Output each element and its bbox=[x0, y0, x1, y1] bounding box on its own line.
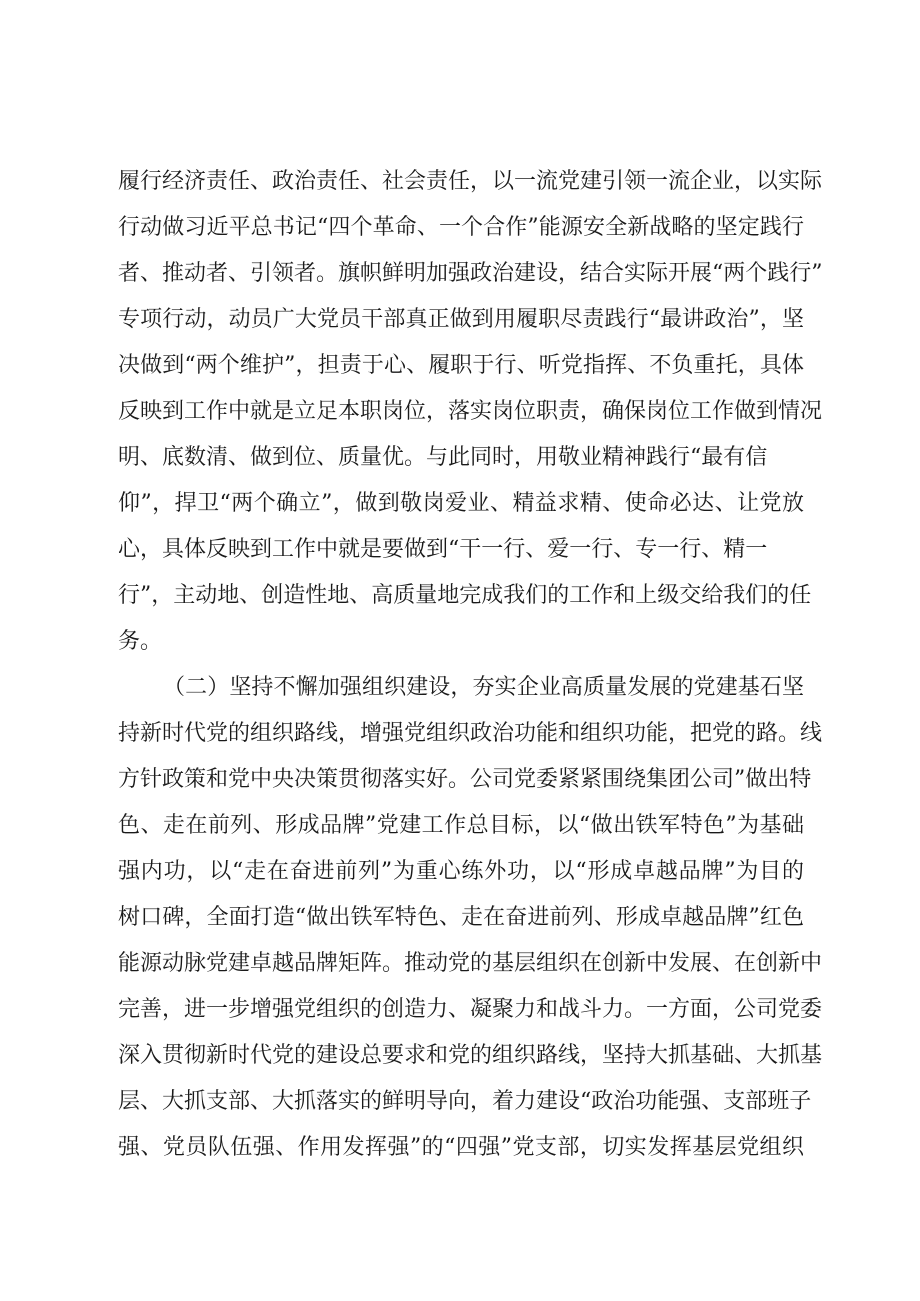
text-line: 决做到“两个维护”，担责于心、履职于行、听党指挥、不负重托，具体 bbox=[118, 353, 804, 378]
text-line: 方针政策和党中央决策贯彻落实好。公司党委紧紧围绕集团公司”做出特 bbox=[118, 767, 812, 792]
text-line: 心，具体反映到工作中就是要做到“干一行、爱一行、专一行、精一 bbox=[118, 537, 768, 562]
section-heading-line: （二）坚持不懈加强组织建设，夯实企业高质量发展的党建基石坚 bbox=[163, 675, 804, 700]
text-line: 深入贯彻新时代党的建设总要求和党的组织路线，坚持大抓基础、大抓基 bbox=[118, 1043, 823, 1068]
text-line: 树口碑，全面打造“做出铁军特色、走在奋进前列、形成卓越品牌”红色 bbox=[118, 905, 804, 930]
text-line: 者、推动者、引领者。旗帜鲜明加强政治建设，结合实际开展“两个践行” bbox=[118, 261, 823, 286]
text-line: 行动做习近平总书记“四个革命、一个合作”能源安全新战略的坚定践行 bbox=[118, 215, 804, 240]
text-line: 反映到工作中就是立足本职岗位，落实岗位职责，确保岗位工作做到情况 bbox=[118, 399, 823, 424]
text-line: 明、底数清、做到位、质量优。与此同时，用敬业精神践行“最有信 bbox=[118, 445, 768, 470]
text-line: 强、党员队伍强、作用发挥强”的“四强”党支部，切实发挥基层党组织 bbox=[118, 1135, 804, 1160]
text-line: 持新时代党的组织路线，增强党组织政治功能和组织功能，把党的路。线 bbox=[118, 721, 823, 746]
text-line: 务。 bbox=[118, 629, 163, 654]
text-line: 履行经济责任、政治责任、社会责任，以一流党建引领一流企业，以实际 bbox=[118, 169, 823, 194]
text-line: 专项行动，动员广大党员干部真正做到用履职尽责践行“最讲政治”，坚 bbox=[118, 307, 804, 332]
text-line: 仰”，捍卫“两个确立”，做到敬岗爱业、精益求精、使命必达、让党放 bbox=[118, 491, 804, 516]
text-line: 色、走在前列、形成品牌”党建工作总目标，以“做出铁军特色”为基础 bbox=[118, 813, 804, 838]
text-line: 强内功，以“走在奋进前列”为重心练外功，以“形成卓越品牌”为目的 bbox=[118, 859, 804, 884]
text-line: 层、大抓支部、大抓落实的鲜明导向，着力建设“政治功能强、支部班子 bbox=[118, 1089, 812, 1114]
text-line: 完善，进一步增强党组织的创造力、凝聚力和战斗力。一方面，公司党委 bbox=[118, 997, 823, 1022]
text-line: 行”，主动地、创造性地、高质量地完成我们的工作和上级交给我们的任 bbox=[118, 583, 812, 608]
text-line: 能源动脉党建卓越品牌矩阵。推动党的基层组织在创新中发展、在创新中 bbox=[118, 951, 823, 976]
